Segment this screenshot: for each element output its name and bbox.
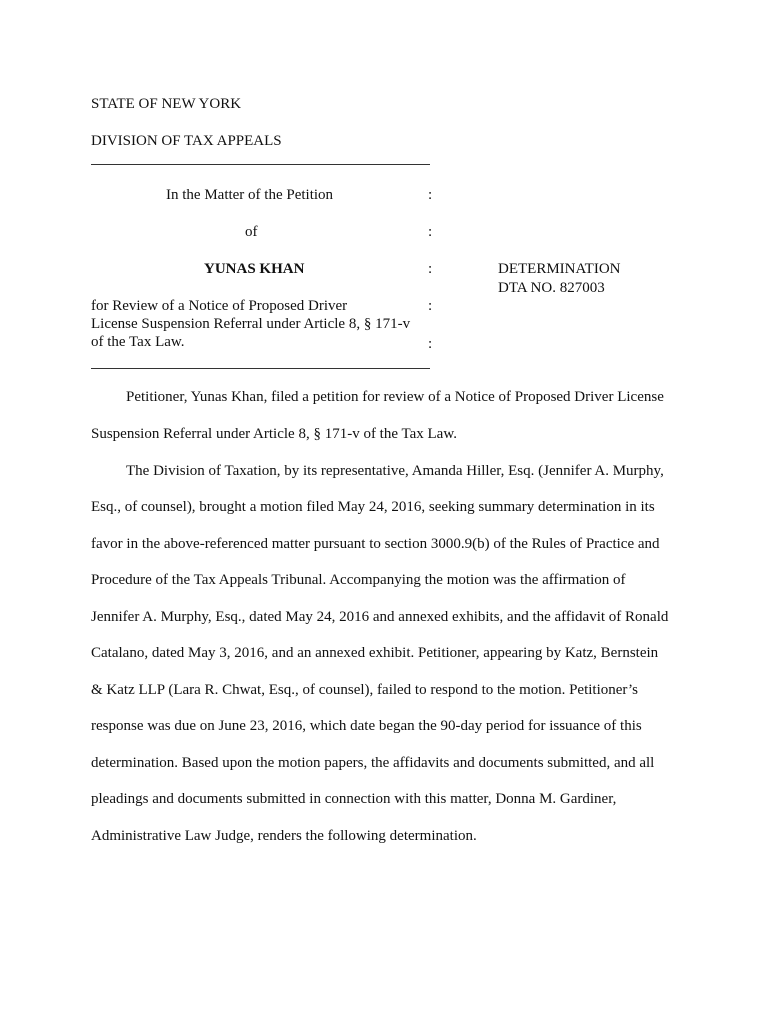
body-line: Petitioner, Yunas Khan, filed a petition for review of a Notice of Proposed Driver License [126,389,664,405]
document-type: DETERMINATION [498,261,621,277]
caption-colon: : [428,224,433,240]
caption-matter-line: In the Matter of the Petition [166,187,334,203]
body-line: Jennifer A. Murphy, Esq., dated May 24, 2016 and annexed exhibits, and the affidavit of Ronald [91,609,669,625]
review-line: for Review of a Notice of Proposed Driver [91,298,348,314]
caption-colon: : [428,187,433,203]
body-line: Procedure of the Tax Appeals Tribunal. Accompanying the motion was the affirmation of [91,572,626,588]
caption-of-line: of [245,224,258,240]
body-line: response was due on June 23, 2016, which date began the 90-day period for issuance of this [91,718,642,734]
body-line: Esq., of counsel), brought a motion filed May 24, 2016, seeking summary determination in its [91,499,655,515]
review-line: License Suspension Referral under Article 8, § 171-v [91,316,411,332]
docket-number: DTA NO. 827003 [498,280,605,296]
caption-colon: : [428,336,433,352]
caption-colon: : [428,261,433,277]
review-line: of the Tax Law. [91,334,185,350]
body-line: Administrative Law Judge, renders the following determination. [91,828,477,844]
body-line: favor in the above-referenced matter pursuant to section 3000.9(b) of the Rules of Practice and [91,536,660,552]
body-line: & Katz LLP (Lara R. Chwat, Esq., of counsel), failed to respond to the motion. Petitioner’s [91,682,638,698]
state-heading: STATE OF NEW YORK [91,96,242,112]
body-line: The Division of Taxation, by its representative, Amanda Hiller, Esq. (Jennifer A. Murphy, [126,463,664,479]
body-line: determination. Based upon the motion papers, the affidavits and documents submitted, and all [91,755,655,771]
caption-colon: : [428,298,433,314]
body-line: Suspension Referral under Article 8, § 171-v of the Tax Law. [91,426,457,442]
body-line: pleadings and documents submitted in connection with this matter, Donna M. Gardiner, [91,791,617,807]
body-line: Catalano, dated May 3, 2016, and an annexed exhibit. Petitioner, appearing by Katz, Bernstein [91,645,659,661]
caption-top-rule [91,164,430,165]
division-heading: DIVISION OF TAX APPEALS [91,133,282,149]
petitioner-name: YUNAS KHAN [204,261,305,277]
caption-bottom-rule [91,368,430,369]
